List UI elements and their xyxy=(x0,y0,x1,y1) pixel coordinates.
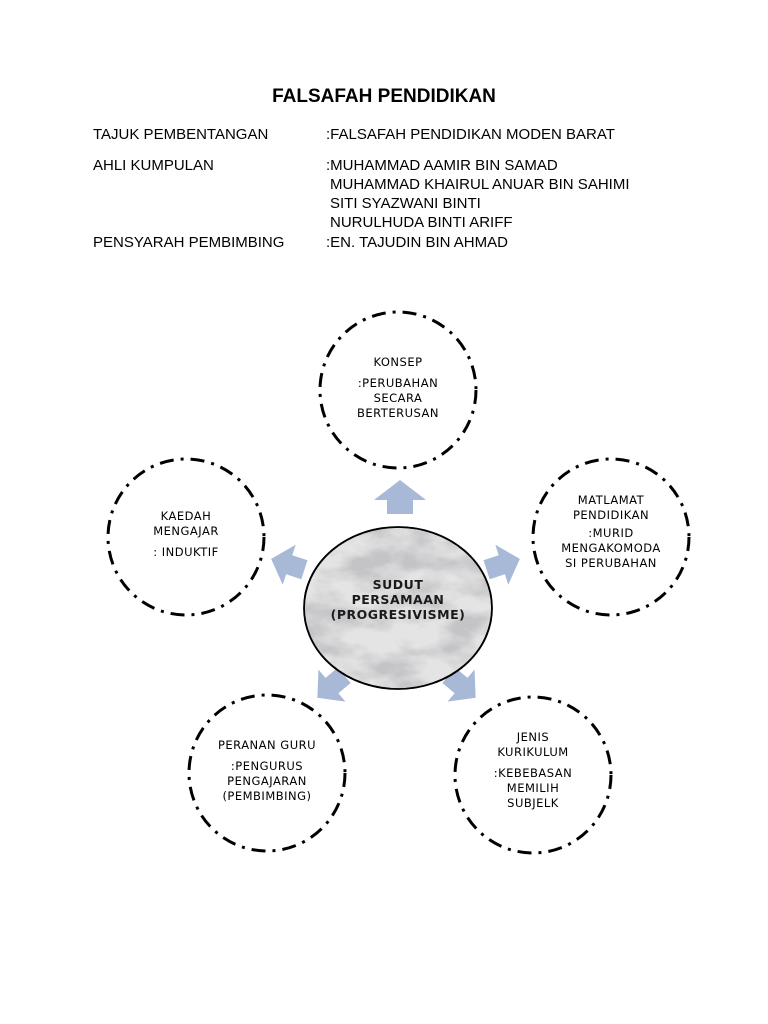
kurikulum-heading-1: JENIS xyxy=(516,730,550,744)
konsep-heading: KONSEP xyxy=(373,355,423,369)
guru-detail-2: PENGAJARAN xyxy=(227,774,307,788)
node-kurikulum xyxy=(473,730,593,811)
arrow-to-konsep xyxy=(374,480,426,514)
konsep-detail-1: :PERUBAHAN xyxy=(357,376,439,390)
node-kaedah xyxy=(126,509,246,560)
members-label: AHLI KUMPULAN xyxy=(93,157,214,174)
document-title: FALSAFAH PENDIDIKAN xyxy=(272,86,496,107)
node-konsep xyxy=(338,355,458,421)
kurikulum-detail-1: :KEBEBASAN xyxy=(493,766,573,780)
kurikulum-detail-2: MEMILIH xyxy=(506,781,560,795)
center-label xyxy=(328,577,468,622)
konsep-detail-2: SECARA xyxy=(373,391,423,405)
center-line-2: PERSAMAAN xyxy=(351,592,445,607)
guru-detail-1: :PENGURUS xyxy=(230,759,304,773)
kurikulum-heading-2: KURIKULUM xyxy=(497,745,569,759)
kaedah-heading-1: KAEDAH xyxy=(160,509,212,523)
node-guru xyxy=(202,738,332,804)
node-matlamat xyxy=(546,493,676,571)
matlamat-heading-1: MATLAMAT xyxy=(577,493,645,507)
supervisor-label: PENSYARAH PEMBIMBING xyxy=(93,234,285,251)
guru-detail-3: (PEMBIMBING) xyxy=(222,789,312,803)
matlamat-detail-1: :MURID xyxy=(588,526,634,540)
kurikulum-detail-3: SUBJELK xyxy=(507,796,559,810)
center-line-3: (PROGRESIVISME) xyxy=(330,607,466,622)
konsep-detail-3: BERTERUSAN xyxy=(357,406,439,420)
kaedah-detail-1: : INDUKTIF xyxy=(153,545,219,559)
member-2: MUHAMMAD KHAIRUL ANUAR BIN SAHIMI xyxy=(330,176,630,193)
member-3: SITI SYAZWANI BINTI xyxy=(330,195,481,212)
topic-label: TAJUK PEMBENTANGAN xyxy=(93,126,269,143)
kaedah-heading-2: MENGAJAR xyxy=(153,524,219,538)
supervisor-value: :EN. TAJUDIN BIN AHMAD xyxy=(326,234,508,251)
center-line-1: SUDUT xyxy=(372,577,424,592)
matlamat-heading-2: PENDIDIKAN xyxy=(572,508,650,522)
guru-heading: PERANAN GURU xyxy=(217,738,317,752)
member-4: NURULHUDA BINTI ARIFF xyxy=(330,214,513,231)
topic-value: :FALSAFAH PENDIDIKAN MODEN BARAT xyxy=(326,126,615,143)
matlamat-detail-2: MENGAKOMODA xyxy=(561,541,661,555)
arrow-to-kaedah xyxy=(265,539,311,590)
member-1: :MUHAMMAD AAMIR BIN SAMAD xyxy=(326,157,558,174)
matlamat-detail-3: SI PERUBAHAN xyxy=(565,556,657,570)
